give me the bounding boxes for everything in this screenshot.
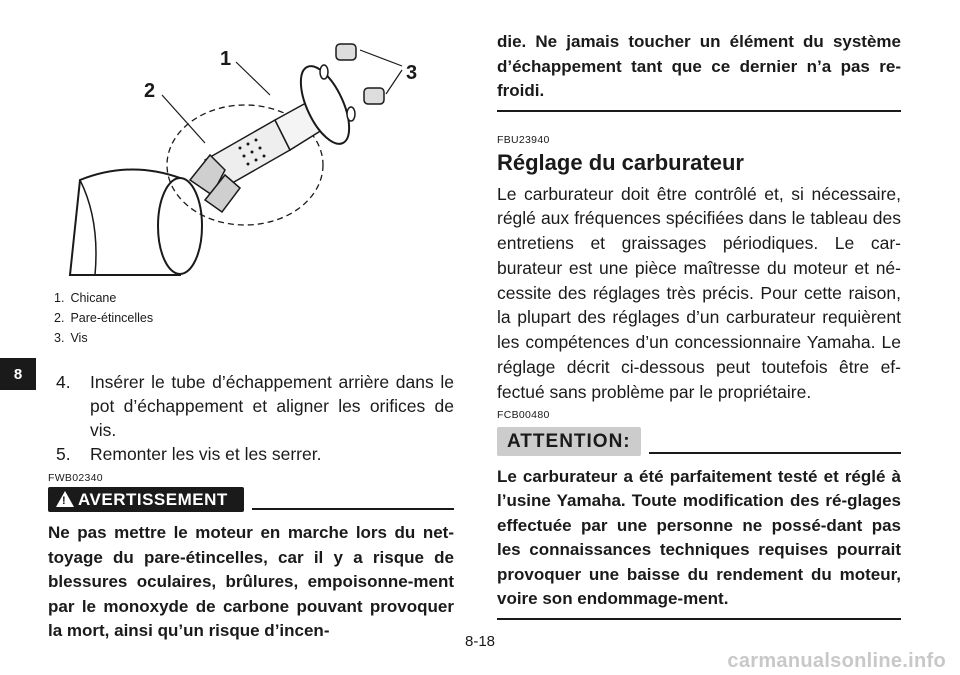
section-body: Le carburateur doit être contrôlé et, si nécessaire, réglé aux fréquences spécifiées dans le tableau des entretiens et graissages périodiques. Le car-burateur est une pièce maîtresse du moteur et né-cessite des réglages très précis. Pour cette raison, la plupart des réglages d’un carburateur requièrent les compétences d’un concessionnaire Yamaha. Le réglage décrit ci-dessous peut toutefois être ef-fectué sans problème par le propriétaire. xyxy=(497,183,901,402)
callout-2: 2 xyxy=(144,80,156,102)
step-item xyxy=(48,370,454,442)
page-number: 8-18 xyxy=(464,633,496,650)
caption-number: 1. xyxy=(54,291,65,305)
step-number: 4. xyxy=(56,372,71,392)
caption-text: Pare-étincelles xyxy=(70,311,154,325)
procedure-steps xyxy=(48,370,454,466)
caption-text: Vis xyxy=(70,331,88,345)
attention-badge: ATTENTION: xyxy=(497,427,641,456)
attention-text: Le carburateur a été parfaitement testé et réglé à l’usine Yamaha. Toute modification des ré-glages effectuée par une personne ne possé-dant pas les connaissances techniques requises pourrait provoquer une baisse du rendement du moteur, voire son endommage-ment. xyxy=(497,466,901,609)
caption-text: Chicane xyxy=(70,291,117,305)
warning-end-rule xyxy=(497,110,901,112)
warning-header xyxy=(48,487,454,512)
step-item xyxy=(48,442,454,466)
caption-number: 3. xyxy=(54,331,65,345)
exhaust-diagram xyxy=(40,30,460,280)
warning-code: FWB02340 xyxy=(48,472,103,484)
warning-rule xyxy=(252,508,454,510)
right-column xyxy=(497,30,901,620)
attention-header xyxy=(497,427,901,456)
figure-caption xyxy=(54,288,153,348)
caption-item xyxy=(54,328,153,348)
caption-item xyxy=(54,308,153,328)
section-code: FBU23940 xyxy=(497,133,550,146)
chapter-tab: 8 xyxy=(0,358,36,390)
attention-end-rule xyxy=(497,618,901,620)
exclamation-icon: ! xyxy=(62,495,67,507)
caption-item xyxy=(54,288,153,308)
attention-code: FCB00480 xyxy=(497,408,550,421)
watermark: carmanualsonline.info xyxy=(727,650,946,672)
step-number: 5. xyxy=(56,444,71,464)
callout-1: 1 xyxy=(220,48,232,70)
attention-rule xyxy=(649,452,901,454)
step-text: Insérer le tube d’échappement arrière dans le pot d’échappement et aligner les orifices de vis. xyxy=(90,372,454,440)
spark-arrester-illustration xyxy=(40,30,460,280)
warning-text: Ne pas mettre le moteur en marche lors du net-toyage du pare-étincelles, car il y a risque de blessures oculaires, brûlures, empoisonne-ment par le monoxyde de carbone pouvant provoquer la mort, ainsi qu’un risque d’incen- xyxy=(48,523,454,640)
left-column xyxy=(48,370,454,644)
step-text: Remonter les vis et les serrer. xyxy=(90,444,322,464)
caption-number: 2. xyxy=(54,311,65,325)
warning-label: AVERTISSEMENT xyxy=(78,490,228,509)
warning-badge xyxy=(48,487,244,512)
section-title: Réglage du carburateur xyxy=(497,149,744,175)
callout-3: 3 xyxy=(406,62,418,84)
warning-continuation: die. Ne jamais toucher un élément du système d’échappement tant que ce dernier n’a pas re-froidi. xyxy=(497,32,901,100)
